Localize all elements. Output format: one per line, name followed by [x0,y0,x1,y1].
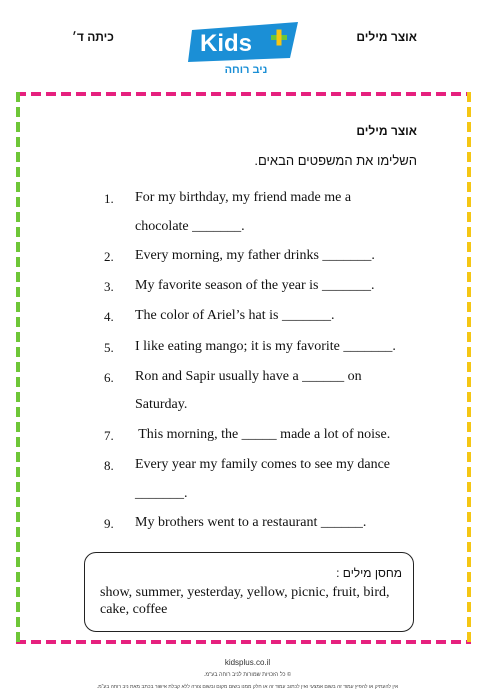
footer-site: kidsplus.co.il [224,658,271,667]
question-number: 3. [104,279,114,294]
question-text: I like eating mango; it is my favorite _______. [135,339,396,354]
question-text: Every year my family comes to see my dance [135,457,391,472]
footer-copyright: © כל הזכויות שמורות לניב רוחה בע"מ. [203,672,292,678]
question-number: 7. [104,428,114,443]
kids-logo [186,18,306,76]
question-number: 5. [104,340,114,355]
question-text: Every morning, my father drinks _______. [135,248,375,263]
question-text: Ron and Sapir usually have a ______ on [135,369,362,384]
footer-disclaimer: אין להעתיק או להפיץ עמוד זה בשום אמצעי ואין לכתוב עמוד זה או חלק ממנו בשום מקום ובשום צורה ללא קבלת אישור בכתב מאת ניב רוחה בע"מ. [96,684,399,690]
question-number: 8. [104,458,114,473]
question-text: My brothers went to a restaurant ______. [135,515,367,530]
question-number: 9. [104,516,114,531]
subject-label: אוצר מילים [356,30,417,44]
question-number: 4. [104,309,114,324]
question-text-continued: chocolate _______. [135,219,245,234]
question-text: My favorite season of the year is _______. [135,278,375,293]
question-number: 1. [104,191,114,206]
question-text: This morning, the _____ made a lot of noise. [135,427,391,442]
worksheet-instruction: השלימו את המשפטים הבאים. [254,153,417,168]
question-text-continued: Saturday. [135,397,188,412]
question-text: The color of Ariel’s hat is _______. [135,308,335,323]
grade-label: כיתה ד׳ [72,30,114,44]
logo-sub-text: ניב רוחה [224,64,268,76]
word-bank-words: show, summer, yesterday, yellow, picnic, fruit, bird, cake, coffee [100,585,390,617]
logo-kids-text: Kids [200,30,253,57]
worksheet-title: אוצר מילים [356,124,417,138]
question-text: For my birthday, my friend made me a [135,190,352,205]
question-text-continued: _______. [135,486,188,501]
question-number: 6. [104,370,114,385]
question-number: 2. [104,249,114,264]
word-bank-label: מחסן מילים : [336,566,402,580]
